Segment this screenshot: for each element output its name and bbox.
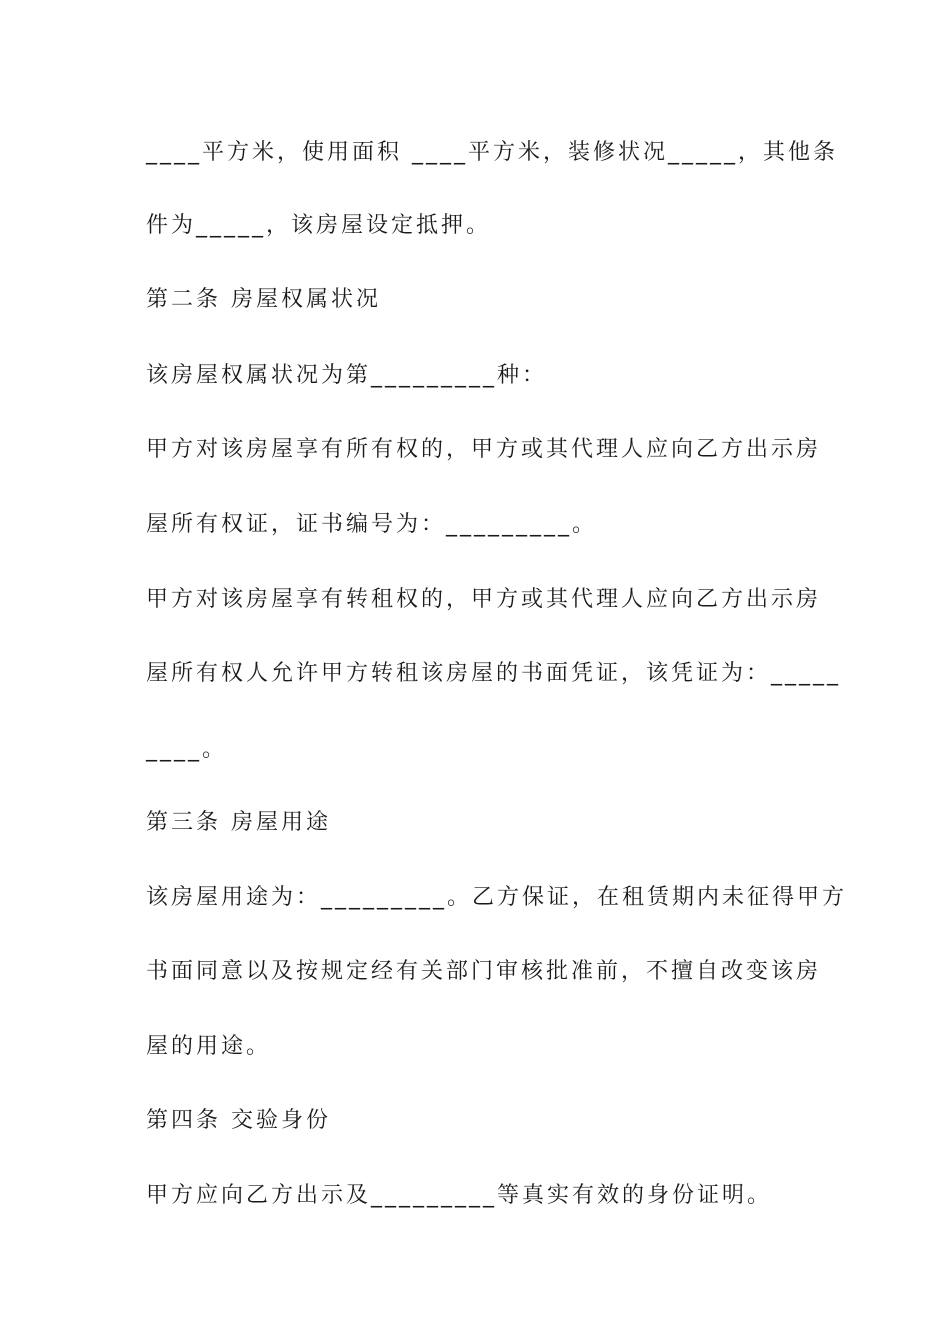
paragraph-usage-line-2: 书面同意以及按规定经有关部门审核批准前，不擅自改变该房 <box>146 959 822 984</box>
paragraph-area-line-1: ____平方米，使用面积 ____平方米，装修状况_____，其他条 <box>146 140 838 165</box>
section-heading-article-3: 第三条 房屋用途 <box>146 810 331 835</box>
paragraph-usage-line-1: 该房屋用途为：_________。乙方保证，在租赁期内未征得甲方 <box>146 885 848 910</box>
paragraph-usage-line-3: 屋的用途。 <box>146 1034 272 1059</box>
paragraph-sublease-line-3: ____。 <box>146 737 228 762</box>
paragraph-sublease-line-1: 甲方对该房屋享有转租权的，甲方或其代理人应向乙方出示房 <box>146 587 822 612</box>
paragraph-area-line-2: 件为_____，该房屋设定抵押。 <box>146 213 492 238</box>
section-heading-article-2: 第二条 房屋权属状况 <box>146 287 381 312</box>
paragraph-ownership-line-1: 甲方对该房屋享有所有权的，甲方或其代理人应向乙方出示房 <box>146 437 822 462</box>
paragraph-ownership-line-2: 屋所有权证，证书编号为：_________。 <box>146 512 598 537</box>
paragraph-sublease-line-2: 屋所有权人允许甲方转租该房屋的书面凭证，该凭证为：_____ <box>146 661 842 686</box>
paragraph-identity: 甲方应向乙方出示及_________等真实有效的身份证明。 <box>146 1183 773 1208</box>
section-heading-article-4: 第四条 交验身份 <box>146 1108 331 1133</box>
paragraph-ownership-status: 该房屋权属状况为第_________种： <box>146 363 548 388</box>
